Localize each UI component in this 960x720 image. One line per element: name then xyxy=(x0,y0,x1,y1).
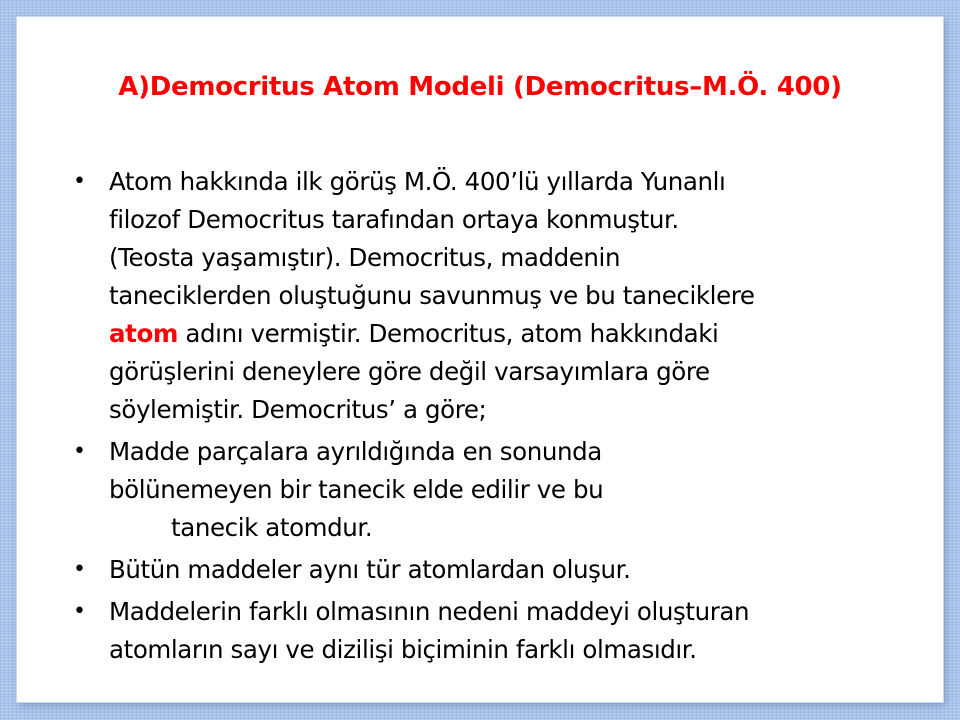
bullet-dot-icon: • xyxy=(73,169,86,194)
bullet-item xyxy=(73,593,933,669)
bullet-item xyxy=(73,163,933,429)
text-line: Madde parçalara ayrıldığında en sonunda xyxy=(109,437,602,466)
text-line: filozof Democritus tarafından ortaya konmuştur. xyxy=(109,205,679,234)
text-line: (Teosta yaşamıştır). Democritus, maddenin xyxy=(109,243,621,272)
text-line: taneciklerden oluştuğunu savunmuş ve bu taneciklere xyxy=(109,281,755,310)
text-line: Bütün maddeler aynı tür atomlardan oluşur. xyxy=(109,555,631,584)
text-line: Maddelerin farklı olmasının nedeni maddeyi oluşturan xyxy=(109,597,750,626)
text-line: söylemiştir. Democritus’ a göre; xyxy=(109,395,487,424)
bullet-dot-icon: • xyxy=(73,599,86,624)
text-line: bölünemeyen bir tanecik elde edilir ve bu xyxy=(109,475,604,504)
bullet-dot-icon: • xyxy=(73,557,86,582)
bullet-item xyxy=(73,433,933,547)
highlight-word: atom xyxy=(109,319,179,348)
text-fragment: adını vermiştir. Democritus, atom hakkındaki xyxy=(178,319,719,348)
text-line: görüşlerini deneylere göre değil varsayımlara göre xyxy=(109,357,710,386)
bullet-item xyxy=(73,551,933,589)
text-line: atomların sayı ve dizilişi biçiminin farklı olmasıdır. xyxy=(109,635,697,664)
text-line xyxy=(109,315,933,353)
text-line: Atom hakkında ilk görüş M.Ö. 400’lü yıllarda Yunanlı xyxy=(109,167,726,196)
slide-title: A)Democritus Atom Modeli (Democritus–M.Ö. 400) xyxy=(118,72,842,102)
bullet-list xyxy=(73,163,933,673)
slide-panel xyxy=(17,17,943,702)
bullet-dot-icon: • xyxy=(73,439,86,464)
text-line-indented: tanecik atomdur. xyxy=(171,513,373,542)
